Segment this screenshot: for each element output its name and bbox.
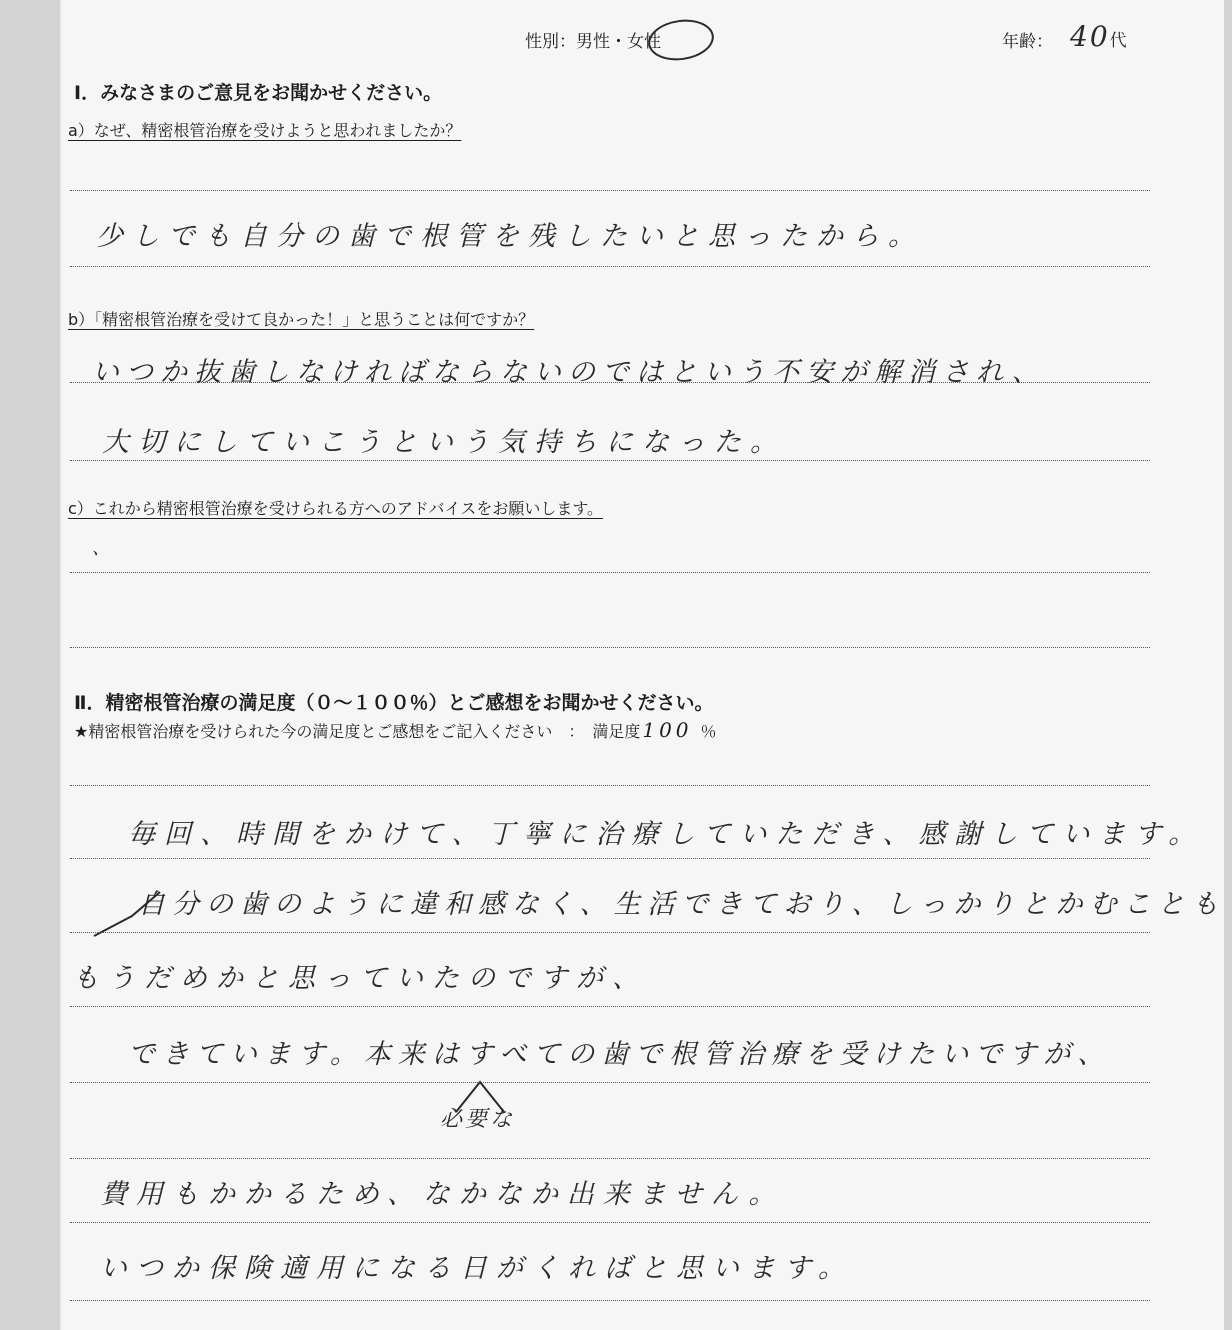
answer-a: 少しでも自分の歯で根管を残したいと思ったから。 — [96, 221, 924, 252]
answer-line — [70, 1222, 1150, 1223]
comment-line-2: 自分の歯のように違和感なく、生活できており、しっかりとかむことも — [138, 889, 1226, 920]
answer-line — [70, 785, 1150, 786]
answer-line — [70, 1300, 1150, 1301]
answer-line — [70, 266, 1150, 267]
answer-line — [70, 572, 1150, 573]
satisfaction-unit: ％ — [700, 722, 717, 741]
question-b: b）「精密根管治療を受けて良かった！」と思うことは何ですか？ — [68, 310, 535, 329]
answer-line — [70, 1082, 1150, 1083]
satisfaction-value: 100 — [642, 718, 693, 742]
answer-line — [70, 647, 1150, 648]
insertion-caret-icon — [92, 888, 162, 938]
answer-line — [70, 1006, 1150, 1007]
satisfaction-instruction — [74, 718, 717, 742]
insertion-note: 必要な — [440, 1107, 516, 1132]
answer-line — [70, 1158, 1150, 1159]
answer-b-line-2: 大切にしていこうという気持ちになった。 — [102, 427, 786, 458]
comment-line-6: いつか保険適用になる日がくればと思います。 — [100, 1253, 854, 1284]
age-value — [1070, 20, 1127, 53]
question-c: c）これから精密根管治療を受けられる方へのアドバイスをお願いします。 — [68, 499, 604, 518]
answer-line — [70, 190, 1150, 191]
age-label: 年齢： — [1002, 32, 1053, 52]
answer-line — [70, 460, 1150, 461]
answer-line — [70, 858, 1150, 859]
section2-heading: Ⅱ．精密根管治療の満足度（０～１００％）とご感想をお聞かせください。 — [74, 692, 714, 714]
comment-line-5: 費用もかかるため、なかなか出来ません。 — [100, 1179, 785, 1210]
section1-heading: Ⅰ．みなさまのご意見をお聞かせください。 — [74, 82, 443, 104]
question-a: a）なぜ、精密根管治療を受けようと思われましたか？ — [68, 121, 462, 140]
age-number: 40 — [1070, 20, 1110, 53]
comment-line-4: できています。本来はすべての歯で根管治療を受けたいですが、 — [128, 1039, 1112, 1070]
answer-line — [70, 932, 1150, 933]
gender-label: 性別：男性・女性 — [525, 32, 661, 52]
age-suffix: 代 — [1109, 31, 1127, 51]
answer-b-line-1: いつか抜歯しなければならないのではという不安が解消され、 — [92, 357, 1046, 388]
answer-c: 、 — [92, 538, 119, 559]
instruction-text: ★精密根管治療を受けられた今の満足度とご感想をご記入ください ： 満足度 — [74, 722, 641, 741]
answer-line — [70, 382, 1150, 383]
comment-line-3: もうだめかと思っていたのですが、 — [72, 963, 648, 994]
survey-sheet — [62, 0, 1224, 1330]
comment-line-1: 毎回、時間をかけて、丁寧に治療していただき、感謝しています。 — [128, 819, 1205, 850]
